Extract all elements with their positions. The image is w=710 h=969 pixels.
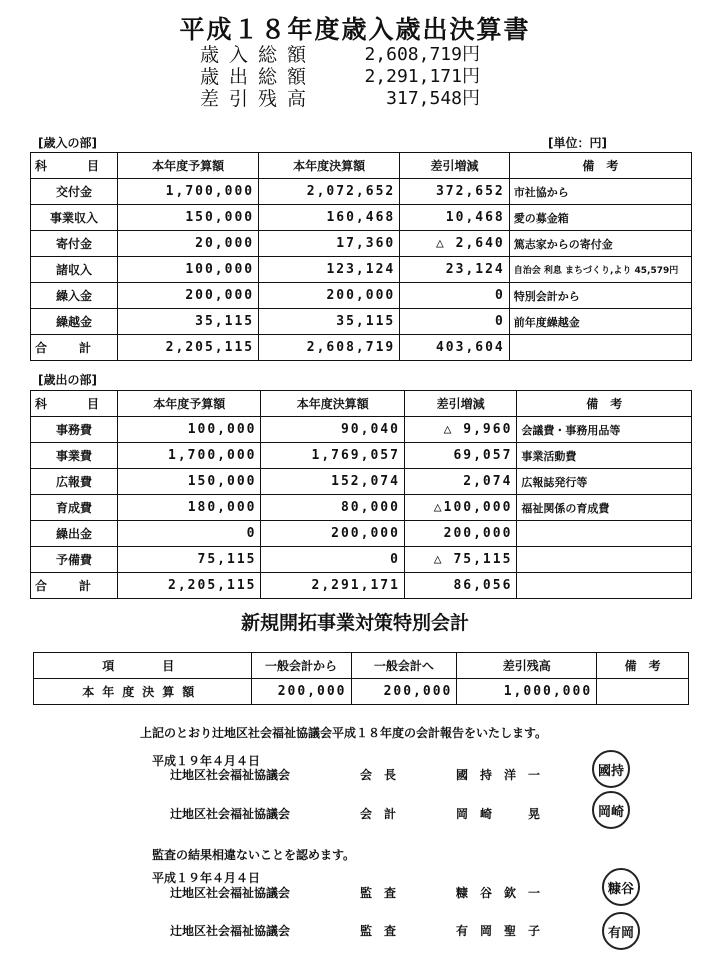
row-item: 諸収入: [31, 257, 118, 283]
row-note: [517, 547, 692, 573]
table-row: [31, 469, 692, 495]
row-diff: 372,652: [400, 179, 510, 205]
total-item: 合 計: [31, 573, 118, 599]
income-section-label: [歳入の部]: [38, 136, 97, 150]
table-row: [31, 443, 692, 469]
row-diff: 23,124: [400, 257, 510, 283]
signer-role: 会 計: [360, 807, 397, 821]
special-account-table: [33, 652, 689, 705]
row-note: 会議費・事務用品等: [517, 417, 692, 443]
summary-value: 2,608,719円: [364, 44, 480, 65]
row-diff: 0: [400, 309, 510, 335]
row-note: [517, 521, 692, 547]
seal-stamp: 糠谷: [602, 868, 640, 906]
row-budget: 20,000: [118, 231, 259, 257]
signer-role: 監 査: [360, 886, 397, 900]
signer-name: 國 持 洋 一: [456, 768, 541, 782]
row-actual: 200,000: [261, 521, 404, 547]
report-statement: 上記のとおり辻地区社会福祉協議会平成１８年度の会計報告をいたします。: [140, 726, 548, 740]
income-header-row: [31, 153, 692, 179]
total-budget: 2,205,115: [118, 573, 261, 599]
row-actual: 0: [261, 547, 404, 573]
expense-table: [30, 390, 692, 599]
row-budget: 75,115: [118, 547, 261, 573]
row-actual: 2,072,652: [259, 179, 400, 205]
row-actual: 80,000: [261, 495, 404, 521]
row-diff: △ 9,960: [404, 417, 516, 443]
row-budget: 1,700,000: [118, 179, 259, 205]
row-diff: 69,057: [404, 443, 516, 469]
row-budget: 35,115: [118, 309, 259, 335]
row-item: 事務費: [31, 417, 118, 443]
table-row: [31, 521, 692, 547]
signer-org: 辻地区社会福祉協議会: [170, 768, 291, 782]
seal-stamp: 國持: [592, 750, 630, 788]
summary-row: [200, 44, 480, 66]
table-row: [31, 205, 692, 231]
row-note: 自治会 利息 まちづくり,より 45,579円: [509, 257, 691, 283]
signer-role: 会 長: [360, 768, 397, 782]
signer-org: 辻地区社会福祉協議会: [170, 807, 291, 821]
table-row: [31, 309, 692, 335]
summary-label: 歳出総額: [200, 66, 317, 88]
total-row: [31, 573, 692, 599]
row-to-general: 200,000: [351, 679, 457, 705]
row-actual: 152,074: [261, 469, 404, 495]
income-table: [30, 152, 692, 361]
header-to-general: 一般会計へ: [351, 653, 457, 679]
row-budget: 180,000: [118, 495, 261, 521]
row-actual: 17,360: [259, 231, 400, 257]
header-actual: 本年度決算額: [261, 391, 404, 417]
row-note: 特別会計から: [509, 283, 691, 309]
header-note: 備 考: [597, 653, 689, 679]
row-budget: 0: [118, 521, 261, 547]
row-item: 育成費: [31, 495, 118, 521]
total-diff: 86,056: [404, 573, 516, 599]
signer-name: 岡 崎 晃: [456, 807, 541, 821]
special-account-title: 新規開拓事業対策特別会計: [240, 612, 469, 634]
row-note: 愛の募金箱: [509, 205, 691, 231]
signer-org: 辻地区社会福祉協議会: [170, 886, 291, 900]
seal-stamp: 岡崎: [592, 791, 630, 829]
row-balance: 1,000,000: [457, 679, 597, 705]
header-actual: 本年度決算額: [259, 153, 400, 179]
total-note: [509, 335, 691, 361]
row-item: 本年度決算額: [34, 679, 252, 705]
unit-label: [単位：円]: [548, 136, 607, 150]
summary-value: 317,548円: [386, 88, 480, 109]
total-row: [31, 335, 692, 361]
row-item: 事業費: [31, 443, 118, 469]
row-actual: 1,769,057: [261, 443, 404, 469]
expense-header-row: [31, 391, 692, 417]
header-note: 備 考: [517, 391, 692, 417]
row-item: 寄付金: [31, 231, 118, 257]
table-row: [31, 547, 692, 573]
header-budget: 本年度予算額: [118, 153, 259, 179]
row-budget: 200,000: [118, 283, 259, 309]
row-note: 広報誌発行等: [517, 469, 692, 495]
row-diff: △ 2,640: [400, 231, 510, 257]
row-actual: 160,468: [259, 205, 400, 231]
table-row: [34, 679, 689, 705]
row-item: 広報費: [31, 469, 118, 495]
summary-block: [200, 44, 480, 110]
row-item: 繰出金: [31, 521, 118, 547]
header-item: 科 目: [31, 153, 118, 179]
summary-row: [200, 66, 480, 88]
row-note: 篤志家からの寄付金: [509, 231, 691, 257]
summary-row: [200, 88, 480, 110]
row-note: [597, 679, 689, 705]
row-diff: 0: [400, 283, 510, 309]
row-budget: 150,000: [118, 469, 261, 495]
table-row: [31, 417, 692, 443]
signer-role: 監 査: [360, 924, 397, 938]
row-item: 繰入金: [31, 283, 118, 309]
table-row: [31, 257, 692, 283]
row-note: 事業活動費: [517, 443, 692, 469]
total-item: 合 計: [31, 335, 118, 361]
row-diff: 200,000: [404, 521, 516, 547]
summary-value: 2,291,171円: [364, 66, 480, 87]
row-diff: 10,468: [400, 205, 510, 231]
total-actual: 2,608,719: [259, 335, 400, 361]
header-note: 備 考: [509, 153, 691, 179]
total-diff: 403,604: [400, 335, 510, 361]
total-note: [517, 573, 692, 599]
row-item: 交付金: [31, 179, 118, 205]
header-diff: 差引増減: [404, 391, 516, 417]
row-note: 市社協から: [509, 179, 691, 205]
row-budget: 100,000: [118, 257, 259, 283]
row-budget: 1,700,000: [118, 443, 261, 469]
row-actual: 90,040: [261, 417, 404, 443]
row-item: 予備費: [31, 547, 118, 573]
row-actual: 123,124: [259, 257, 400, 283]
signer-org: 辻地区社会福祉協議会: [170, 924, 291, 938]
row-budget: 150,000: [118, 205, 259, 231]
total-actual: 2,291,171: [261, 573, 404, 599]
row-actual: 35,115: [259, 309, 400, 335]
audit-date: 平成１９年４月４日: [152, 871, 261, 885]
row-item: 事業収入: [31, 205, 118, 231]
row-from-general: 200,000: [251, 679, 351, 705]
row-diff: △ 75,115: [404, 547, 516, 573]
signer-name: 有 岡 聖 子: [456, 924, 541, 938]
report-date: 平成１９年４月４日: [152, 754, 261, 768]
document-title: 平成１８年度歳入歳出決算書: [179, 15, 531, 44]
total-budget: 2,205,115: [118, 335, 259, 361]
signer-name: 糠 谷 欽 一: [456, 886, 541, 900]
header-balance: 差引残高: [457, 653, 597, 679]
table-row: [31, 495, 692, 521]
table-row: [31, 283, 692, 309]
audit-statement: 監査の結果相違ないことを認めます。: [152, 848, 356, 862]
header-from-general: 一般会計から: [251, 653, 351, 679]
special-header-row: [34, 653, 689, 679]
header-diff: 差引増減: [400, 153, 510, 179]
table-row: [31, 179, 692, 205]
row-diff: △100,000: [404, 495, 516, 521]
summary-label: 歳入総額: [200, 44, 317, 66]
header-item: 項 目: [34, 653, 252, 679]
table-row: [31, 231, 692, 257]
seal-stamp: 有岡: [602, 912, 640, 950]
header-budget: 本年度予算額: [118, 391, 261, 417]
row-diff: 2,074: [404, 469, 516, 495]
row-note: 前年度繰越金: [509, 309, 691, 335]
row-item: 繰越金: [31, 309, 118, 335]
row-actual: 200,000: [259, 283, 400, 309]
summary-label: 差引残高: [200, 88, 317, 110]
row-note: 福祉関係の育成費: [517, 495, 692, 521]
row-budget: 100,000: [118, 417, 261, 443]
expense-section-label: [歳出の部]: [38, 373, 97, 387]
header-item: 科 目: [31, 391, 118, 417]
